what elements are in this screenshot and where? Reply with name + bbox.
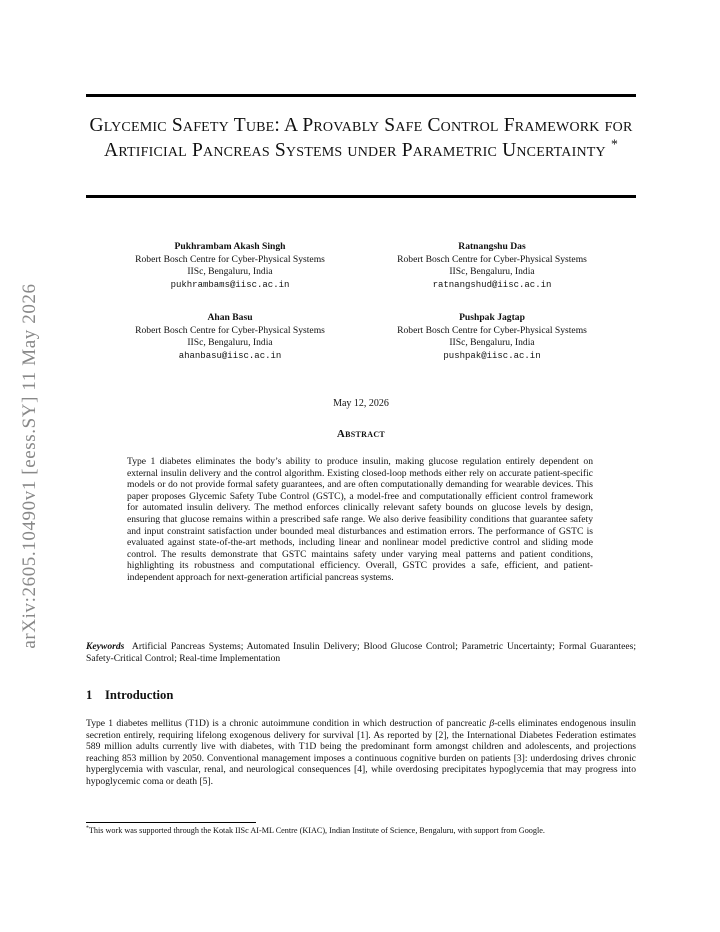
footnote-mark: *: [86, 825, 89, 832]
author-email[interactable]: pukhrambams@iisc.ac.in: [170, 279, 290, 290]
author-email[interactable]: ahanbasu@iisc.ac.in: [178, 350, 282, 361]
footnote-text: This work was supported through the Kotak IISc AI-ML Centre (KIAC), Indian Institute of Science, Bengaluru, with support from Google.: [88, 826, 545, 835]
author-affiliation: Robert Bosch Centre for Cyber-Physical Systems: [135, 253, 325, 265]
intro-text-part1: Type 1 diabetes mellitus (T1D) is a chronic autoimmune condition in which destruction of pancreatic: [86, 718, 490, 729]
paper-title: [86, 113, 636, 163]
footnote: [86, 826, 636, 837]
footnote-rule: [86, 822, 256, 823]
author-block: [357, 312, 627, 362]
author-name: Ratnangshu Das: [458, 241, 526, 252]
author-name: Pukhrambam Akash Singh: [174, 241, 286, 252]
section-heading: [86, 688, 636, 703]
author-email[interactable]: pushpak@iisc.ac.in: [443, 350, 541, 361]
author-affiliation: Robert Bosch Centre for Cyber-Physical Systems: [397, 253, 587, 265]
intro-text-part2: -cells eliminates endogenous insulin secretion entirely, requiring lifelong exogenous delivery for survival [1]. As reported by [2], the International Diabetes Federation estimates 589 million adults currently live with diabetes, with T1D being the predominant form amongst children and adolescents, and projections reaching 853 million by 2050. Conventional management imposes a continuous cognitive burden on patients [3]: underdosing drives chronic hyperglycemia with vascular, renal, and neurological consequences [4], while overdosing precipitates hypoglycemia that may progress into hypoglycemic coma or death [5].: [86, 718, 636, 787]
abstract-heading: Abstract: [336, 428, 386, 440]
author-name: Ahan Basu: [207, 312, 253, 323]
title-bottom-rule: [86, 195, 636, 198]
keywords-paragraph: [86, 641, 636, 664]
author-block: [95, 241, 365, 291]
arxiv-sidebar-stamp: arXiv:2605.10490v1 [eess.SY] 11 May 2026: [19, 283, 40, 649]
paper-title-text: Glycemic Safety Tube: A Provably Safe Control Framework for Artificial Pancreas Systems under Parametric Uncertainty: [89, 115, 633, 161]
title-footnote-mark: *: [610, 136, 618, 152]
intro-paragraph: [86, 718, 636, 788]
author-email[interactable]: ratnangshud@iisc.ac.in: [432, 279, 552, 290]
author-location: IISc, Bengaluru, India: [187, 266, 273, 277]
author-location: IISc, Bengaluru, India: [449, 337, 535, 348]
keywords-label: Keywords: [86, 641, 125, 652]
author-name: Pushpak Jagtap: [459, 312, 525, 323]
section-number: 1: [86, 688, 93, 702]
abstract-text: Type 1 diabetes eliminates the body’s ability to produce insulin, making glucose regulation entirely dependent on external insulin delivery and the control algorithm. Existing closed-loop methods either rely on accurate patient-specific models or do not provide formal safety guarantees, and are often computationally demanding for wearable devices. This paper proposes Glycemic Safety Tube Control (GSTC), a model-free and computationally efficient control framework for automated insulin delivery. The method enforces clinically relevant safety bounds on glucose levels by design, ensuring that glucose remains within a prescribed safe range. We also derive feasibility conditions that guarantee safety and input constraint satisfaction under bounded meal disturbances and estimation errors. The performance of GSTC is evaluated against state-of-the-art methods, including linear and nonlinear model predictive control and sliding mode control. The results demonstrate that GSTC maintains safety under varying meal patterns and patient conditions, highlighting its robustness and computational efficiency. Overall, GSTC provides a safe, efficient, and patient-independent approach for next-generation artificial pancreas systems.: [127, 456, 593, 583]
title-top-rule: [86, 94, 636, 97]
section-title: Introduction: [105, 688, 174, 702]
author-affiliation: Robert Bosch Centre for Cyber-Physical Systems: [135, 324, 325, 336]
author-block: [95, 312, 365, 362]
keywords-text: Artificial Pancreas Systems; Automated Insulin Delivery; Blood Glucose Control; Parametric Uncertainty; Formal Guarantees; Safety-Critical Control; Real-time Implementation: [86, 641, 636, 664]
author-affiliation: Robert Bosch Centre for Cyber-Physical Systems: [397, 324, 587, 336]
author-location: IISc, Bengaluru, India: [187, 337, 273, 348]
author-block: [357, 241, 627, 291]
author-location: IISc, Bengaluru, India: [449, 266, 535, 277]
publication-date: May 12, 2026: [333, 398, 389, 409]
beta-symbol: β: [489, 718, 495, 729]
